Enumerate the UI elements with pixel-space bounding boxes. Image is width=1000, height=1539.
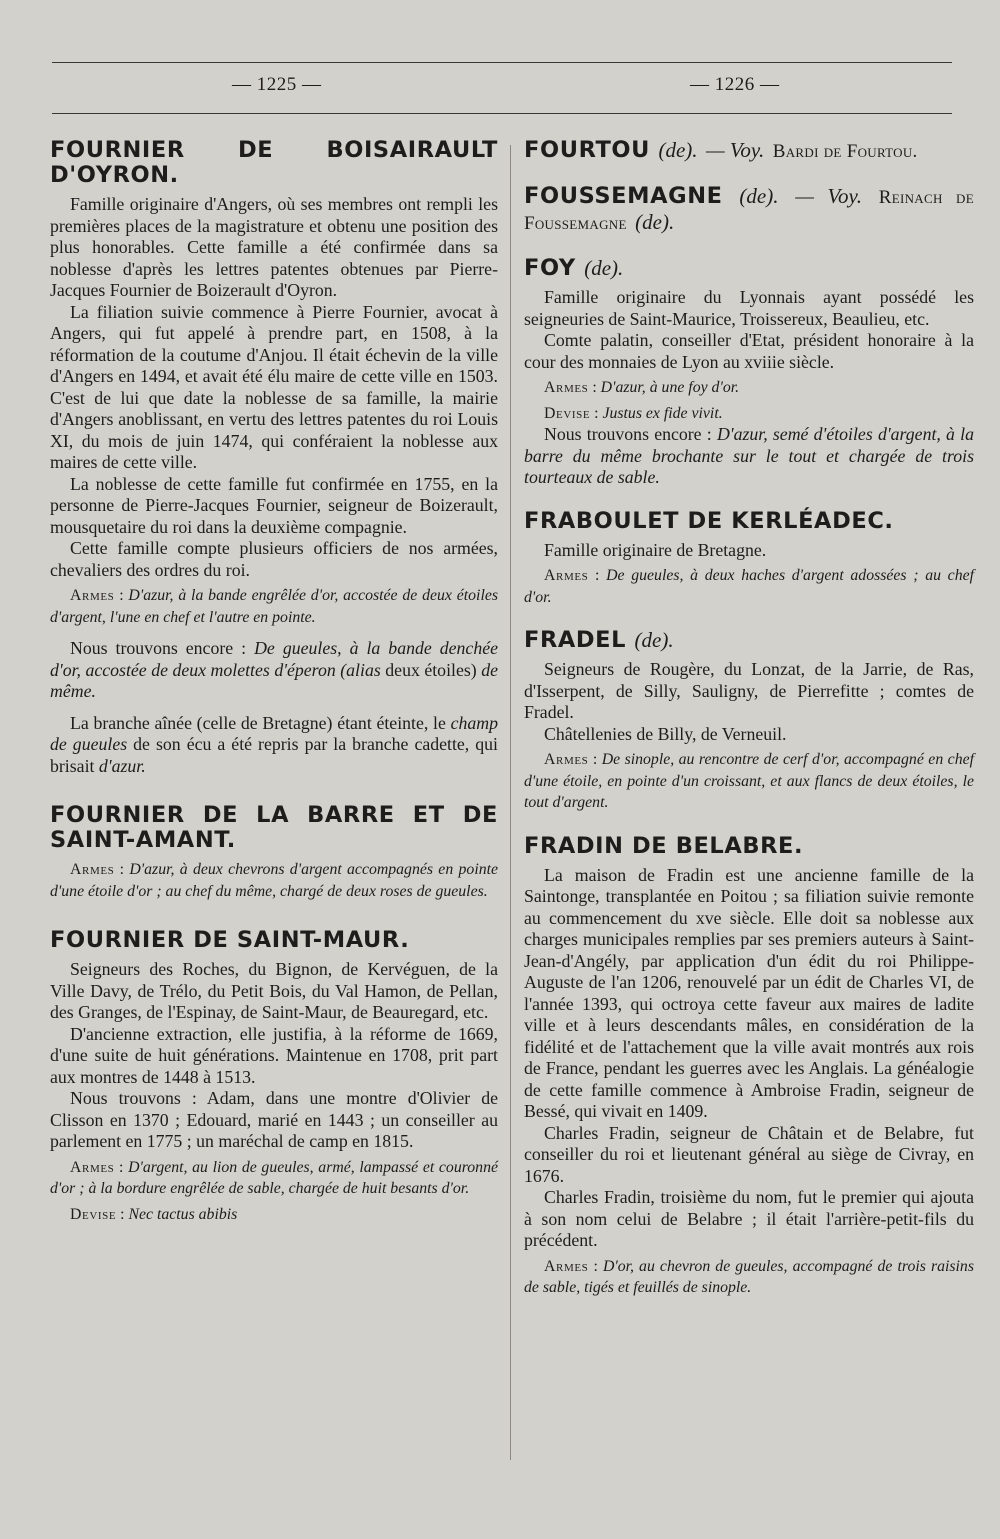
paragraph: Charles Fradin, troisième du nom, fut le premier qui ajouta à son nom celui de Belabre ; il était l'arrière-petit-fils du précédent. (524, 1187, 974, 1250)
entry-name: FOUSSEMAGNE (524, 183, 723, 209)
voy-label: — Voy. (705, 138, 765, 162)
entry-particle: (de). (739, 184, 779, 208)
arms-line: Armes : D'argent, au lion de gueules, armé, lampassé et couronné d'or ; à la bordure engrêlée de sable, chargée de huit besants d'or. (50, 1158, 498, 1197)
paragraph: Famille originaire du Lyonnais ayant possédé les seigneuries de Saint-Maurice, Troissereux, Beaulieu, etc. (524, 287, 974, 329)
paragraph: La filiation suivie commence à Pierre Fournier, avocat à Angers, qui fut appelé à prendre part, en 1508, à la réformation de la coutume d'Anjou. Il était échevin de la ville d'Angers en 1494, et avait été élu maire de cette ville en 1503. C'est de lui que date la noblesse de sa famille, la mairie d'Angers anoblissant, en vertu des lettres patentes du roi Louis XI, du mois de juin 1474, qui conféraient la noblesse aux maires de cette ville. (50, 301, 498, 472)
entry-fraboulet-de-kerleadec (524, 509, 974, 609)
arms-label: Armes (544, 379, 589, 396)
entry-foussemagne (524, 184, 974, 236)
arms-text: De gueules, à deux haches d'argent adossées ; au chef d'or. (524, 567, 974, 606)
column-divider (510, 145, 511, 1460)
entry-foy (524, 256, 974, 489)
arms-text: D'or, au chevron de gueules, accompagné de trois raisins de sable, tigés et feuillés de sinople. (524, 1257, 974, 1296)
arms-text: D'argent, au lion de gueules, armé, lampassé et couronné d'or ; à la bordure engrêlée de sable, chargée de huit besants d'or. (50, 1158, 498, 1197)
arms-label: Armes (70, 587, 115, 604)
entry-name: FRADEL (524, 627, 627, 653)
devise-line: Devise : Nec tactus abibis (70, 1205, 238, 1223)
entry-particle: (de). (584, 256, 624, 280)
entry-title: FOURNIER DE LA BARRE ET DE SAINT-AMANT. (50, 802, 498, 853)
arms-text: De sinople, au rencontre de cerf d'or, accompagné en chef d'une étoile, en pointe d'un croissant, et aux flancs de deux étoiles, le tout d'argent. (524, 751, 974, 811)
entry-title (524, 184, 974, 236)
paragraph: Châtellenies de Billy, de Verneuil. (544, 723, 787, 744)
arms-text: D'azur, à deux chevrons d'argent accompagnés en pointe d'une étoile d'or ; au chef du même, chargé de deux roses de gueules. (50, 861, 499, 900)
arms-text: D'azur, à une foy d'or. (600, 379, 740, 396)
entry-title (524, 628, 974, 653)
paragraph: Famille originaire de Bretagne. (544, 539, 767, 560)
entry-fournier-de-la-barre (50, 803, 498, 902)
paragraph: Comte palatin, conseiller d'Etat, président honoraire à la cour des monnaies de Lyon au xviiie siècle. (524, 330, 974, 372)
devise-label: Devise (70, 1205, 117, 1223)
encore-text: De gueules, à la bande denchée d'or, accostée de deux molettes d'éperon (50, 638, 498, 680)
entry-fradin-de-belabre (524, 834, 974, 1299)
arms-line: Armes : De gueules, à deux haches d'argent adossées ; au chef d'or. (524, 567, 974, 606)
paragraph: Nous trouvons : Adam, dans une montre d'Olivier de Clisson en 1370 ; Edouard, marié en 1443 ; un conseiller au parlement en 1775 ; un maréchal de camp en 1815. (50, 1088, 498, 1151)
branch-text: champ de gueules (50, 712, 498, 754)
arms-label: Armes (544, 567, 589, 584)
paragraph: Famille originaire d'Angers, où ses membres ont rempli les premières places de la magistrature et obtenu une position des plus honorables. Cette famille a été confirmée dans sa noblesse d'après les lettres patentes obtenues par Pierre-Jacques Fournier de Boizerault d'Oyron. (50, 194, 498, 300)
arms-line: Armes : De sinople, au rencontre de cerf d'or, accompagné en chef d'une étoile, en pointe d'un croissant, et aux flancs de deux étoiles, le tout d'argent. (524, 751, 974, 811)
arms-text: D'azur, à la bande engrêlée d'or, accostée de deux étoiles d'argent, l'une en chef et l'autre en pointe. (50, 587, 498, 626)
arms-label: Armes (544, 751, 589, 768)
arms-label: Armes (544, 1257, 589, 1275)
paragraph-encore (50, 638, 498, 703)
encore-text: D'azur, semé d'étoiles d'argent, à la barre du même brochante sur le tout et chargée de trois tourteaux de sable. (524, 424, 974, 487)
entry-title: FOURNIER DE SAINT-MAUR. (50, 927, 410, 953)
voy-label: — Voy. (795, 184, 862, 208)
devise-label: Devise (544, 404, 591, 422)
arms-label: Armes (70, 861, 115, 878)
entry-title: FRABOULET DE KERLÉADEC. (524, 507, 894, 534)
entry-name: FOURTOU (524, 137, 651, 163)
encore-text: deux étoiles) (385, 659, 477, 680)
page-number-left: — 1225 — (232, 74, 322, 95)
entry-particle: (de). (635, 210, 675, 234)
cross-reference: Reinach de Foussemagne (524, 187, 974, 234)
arms-line: Armes : D'azur, à la bande engrêlée d'or, accostée de deux étoiles d'argent, l'une en chef et l'autre en pointe. (50, 587, 498, 626)
paragraph-branch (50, 713, 498, 778)
encore-lead: Nous trouvons encore : (70, 638, 247, 658)
header-rule (52, 113, 952, 114)
entry-particle: (de). (658, 138, 698, 162)
entry-fournier-de-boisairault (50, 138, 498, 777)
branch-text: La branche aînée (celle de Bretagne) étant éteinte, le (70, 712, 446, 733)
left-column (50, 138, 498, 1245)
entry-name: FOY (524, 255, 576, 281)
devise-text: Nec tactus abibis (128, 1205, 238, 1223)
entry-title (524, 138, 974, 164)
right-column (524, 138, 974, 1319)
devise-text: Justus ex fide vivit. (602, 404, 723, 422)
arms-label: Armes (70, 1158, 115, 1176)
cross-reference: Bardi de Fourtou. (772, 141, 918, 162)
entry-fournier-de-saint-maur (50, 928, 498, 1225)
encore-text: de même. (50, 659, 498, 701)
arms-line: Armes : D'or, au chevron de gueules, accompagné de trois raisins de sable, tigés et feuillés de sinople. (524, 1257, 974, 1296)
branch-text: de son écu a été repris par la branche cadette, qui brisait (50, 734, 498, 776)
paragraph: Charles Fradin, seigneur de Châtain et de Belabre, fut conseiller du roi et lieutenant général au siège de Civray, en 1676. (524, 1122, 974, 1186)
entry-title (524, 256, 974, 281)
entry-title: FOURNIER DE BOISAIRAULT D'OYRON. (50, 137, 498, 188)
paragraph: Cette famille compte plusieurs officiers de nos armées, chevaliers des ordres du roi. (50, 538, 498, 580)
paragraph: Seigneurs des Roches, du Bignon, de Kervéguen, de la Ville Davy, de Trélo, du Petit Bois, du Val Hamon, de Pellan, des Granges, de l'Espinay, de Saint-Maur, de Beauregard, etc. (50, 959, 498, 1022)
entry-particle: (de). (634, 628, 674, 652)
paragraph: D'ancienne extraction, elle justifia, à la réforme de 1669, d'une suite de huit générations. Maintenue en 1708, prit part aux montres de 1448 à 1513. (50, 1023, 498, 1087)
entry-fradel (524, 628, 974, 814)
encore-alias: (alias (340, 659, 381, 680)
arms-line: Armes : D'azur, à deux chevrons d'argent accompagnés en pointe d'une étoile d'or ; au chef du même, chargé de deux roses de gueules. (50, 861, 499, 900)
paragraph: La noblesse de cette famille fut confirmée en 1755, en la personne de Pierre-Jacques Fournier, seigneur de Boizerault, mousquetaire du roi dans la deuxième compagnie. (50, 473, 498, 537)
paragraph: Seigneurs de Rougère, du Lonzat, de la Jarrie, de Ras, d'Isserpent, de Silly, Sauligny, de Pierrefitte ; comtes de Fradel. (524, 659, 974, 722)
devise-line: Devise : Justus ex fide vivit. (544, 404, 723, 422)
top-rule (52, 62, 952, 63)
page-number-right: — 1226 — (690, 74, 780, 95)
entry-fourtou (524, 138, 974, 164)
paragraph: La maison de Fradin est une ancienne famille de la Saintonge, transplantée en Poitou ; sa filiation suivie remonte au commencement du xve siècle. Elle doit sa noblesse aux charges municipales remplies par ses premiers auteurs à Saint-Jean-d'Angély, par application d'un édit du roi Philippe-Auguste de l'an 1206, renouvelé par un édit de Charles VI, de l'année 1393, qui octroya cette faveur aux maires de ladite ville et à leurs descendants mâles, en considération de la fidélité et de l'attachement que la ville avait montrés aux rois de France, pendant les guerres avec les Anglais. La généalogie de cette famille commence à Ambroise Fradin, seigneur de Bessé, qui vivait en 1409. (524, 864, 974, 1121)
branch-text: d'azur. (98, 755, 146, 776)
arms-line: Armes : D'azur, à une foy d'or. (544, 379, 740, 396)
encore-lead: Nous trouvons encore : (544, 424, 712, 444)
paragraph-encore (524, 424, 974, 489)
entry-title: FRADIN DE BELABRE. (524, 832, 804, 859)
